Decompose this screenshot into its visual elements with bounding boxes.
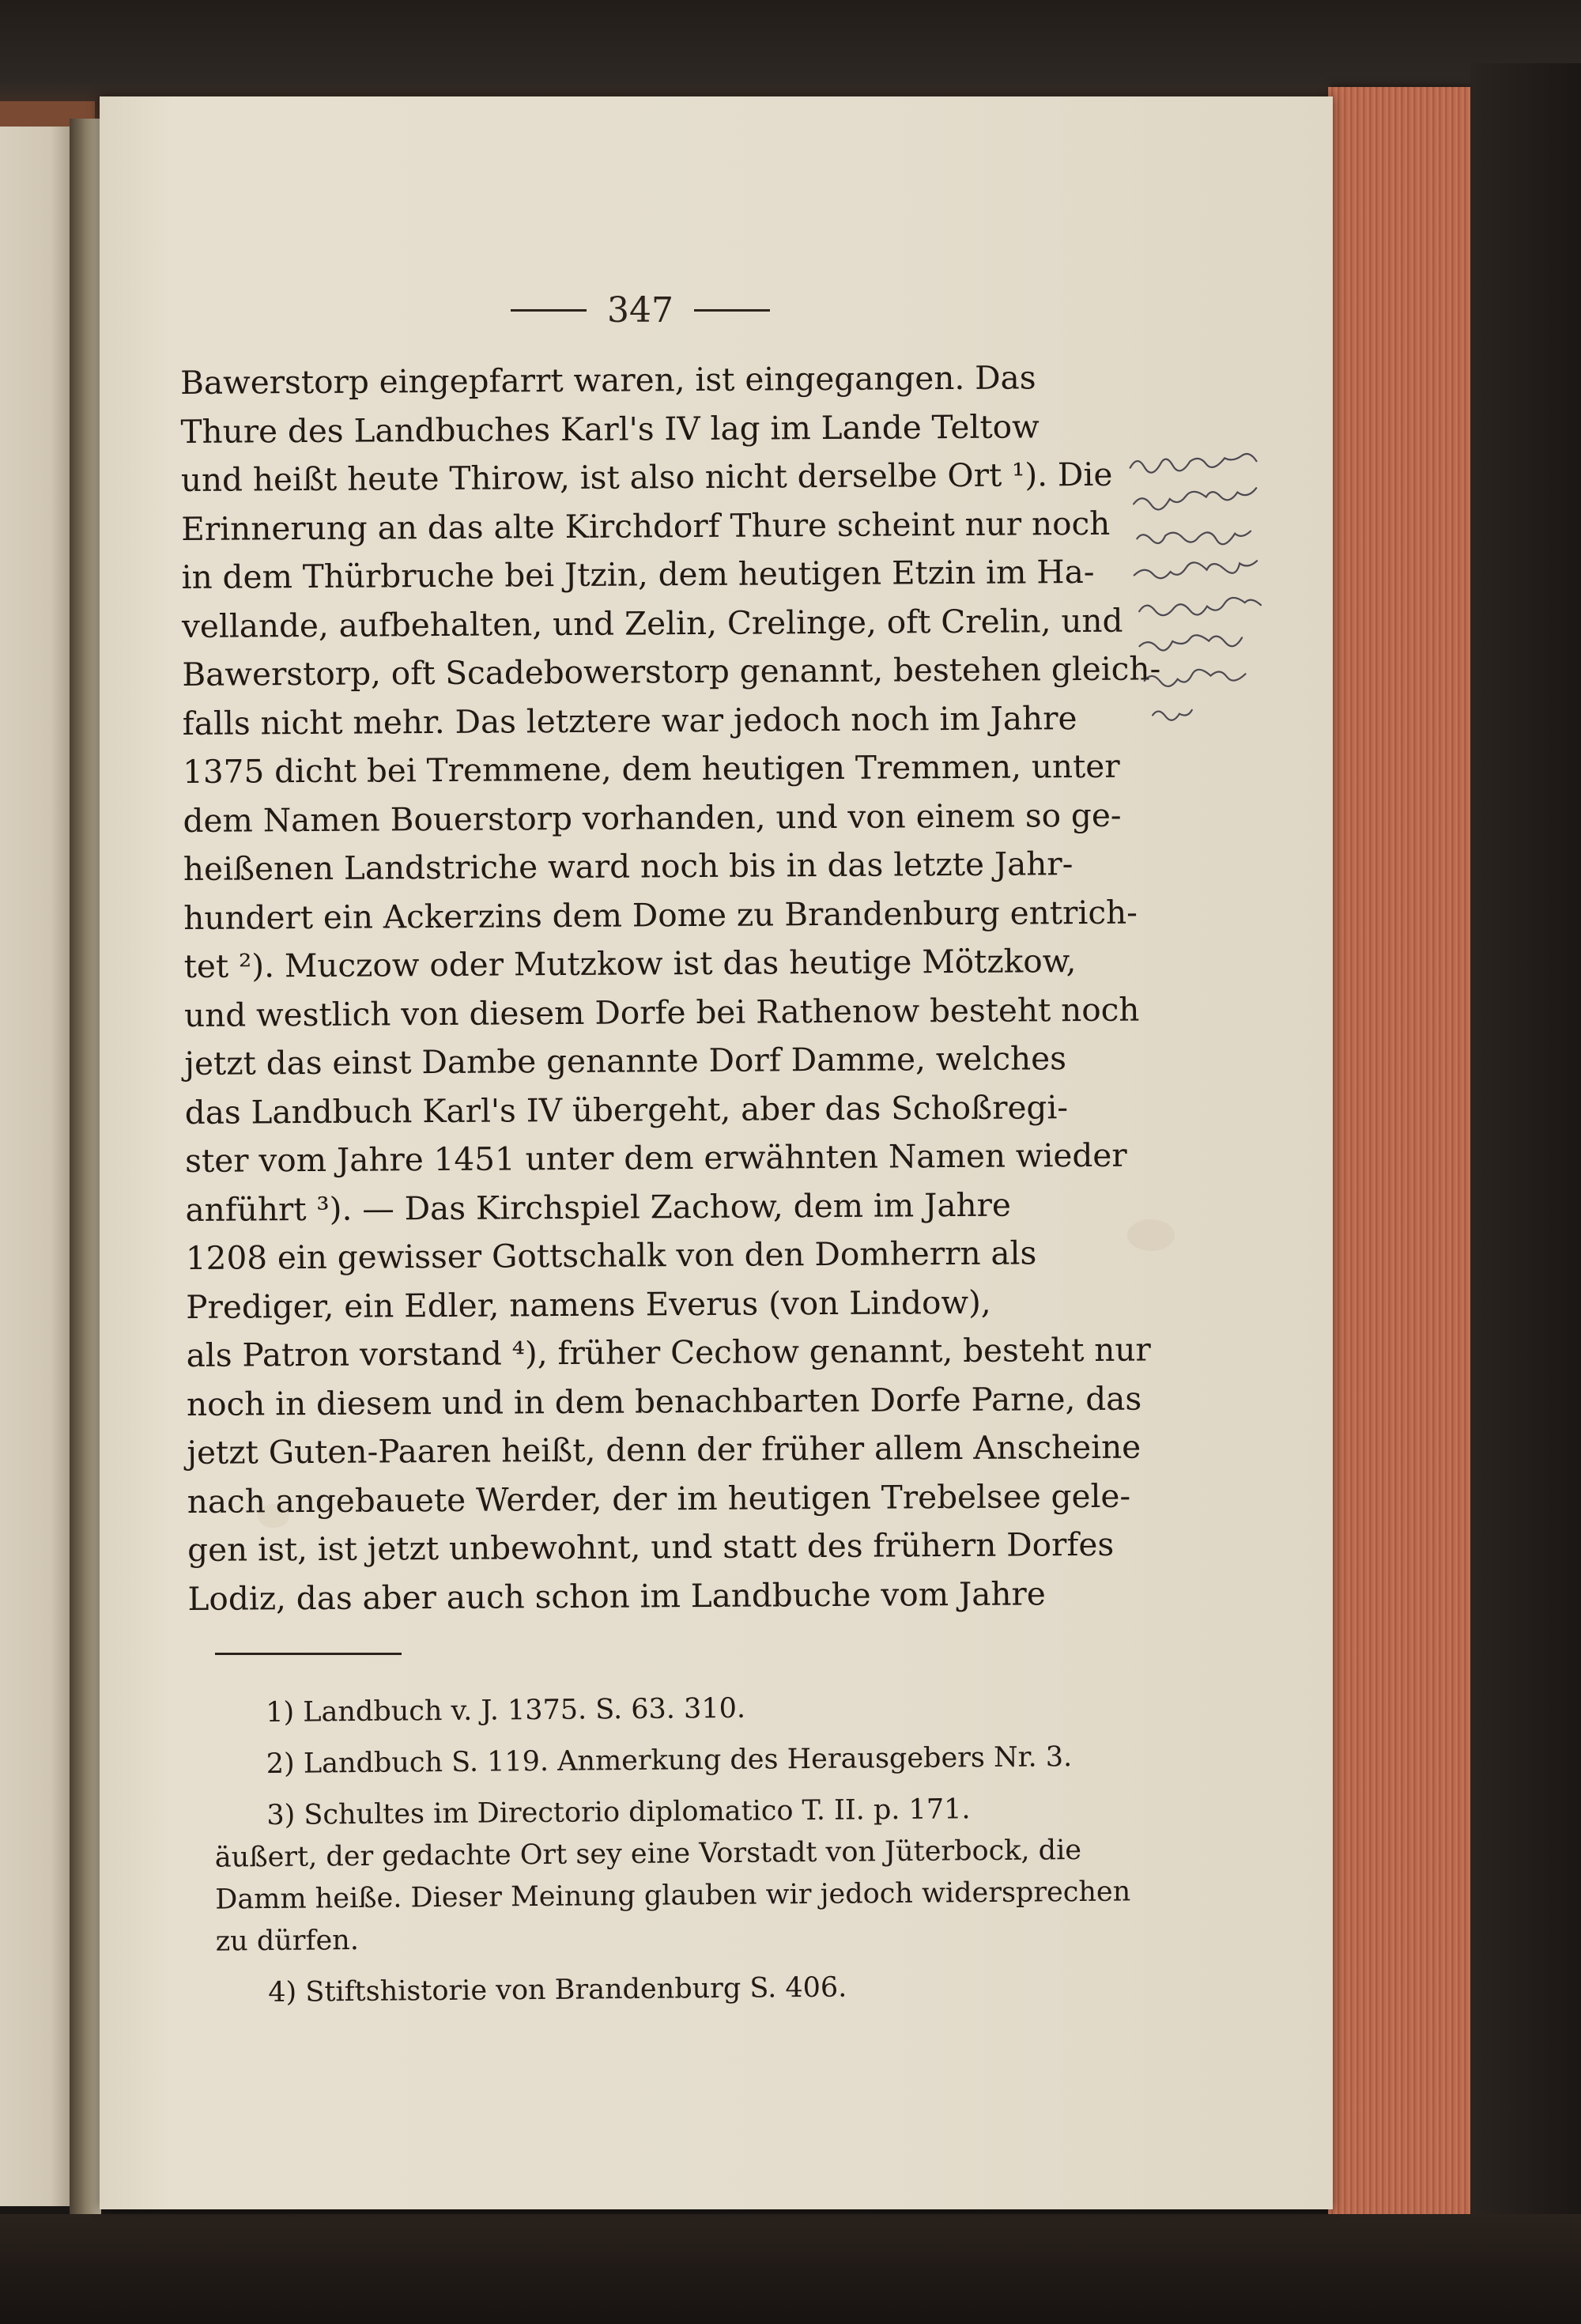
footnote-marker: 1) — [266, 1696, 295, 1729]
text-line: noch in diesem und in dem benachbarten Dorfe Parne, das — [186, 1379, 1142, 1423]
body-text — [180, 353, 1161, 1623]
footnote-marker: 2) — [266, 1748, 295, 1780]
text-line: ster vom Jahre 1451 unter dem erwähnten Namen wieder — [185, 1136, 1127, 1180]
text-line: Bawerstorp, oft Scadebowerstorp genannt, bestehen gleich- — [182, 649, 1161, 693]
footnote-separator — [215, 1653, 402, 1655]
text-line: jetzt das einst Dambe genannte Dorf Damme, welches — [184, 1039, 1067, 1083]
text-line: jetzt Guten-Paaren heißt, denn der früher allem Anscheine — [187, 1427, 1141, 1472]
text-line: und heißt heute Thirow, ist also nicht derselbe Ort ¹). Die — [180, 455, 1113, 499]
book-cover-bottom — [0, 2214, 1581, 2324]
text-line: in dem Thürbruche bei Jtzin, dem heutigen Etzin im Ha- — [181, 552, 1095, 596]
text-line: hundert ein Ackerzins dem Dome zu Brandenburg entrich- — [183, 893, 1138, 937]
text-line: Prediger, ein Edler, namens Everus (von Lindow), — [186, 1283, 991, 1326]
text-line: nach angebauete Werder, der im heutigen Trebelsee gele- — [187, 1476, 1131, 1521]
text-line: heißenen Landstriche ward noch bis in das letzte Jahr- — [183, 845, 1073, 888]
text-line: Thure des Landbuches Karl's IV lag im Lande Teltow — [180, 406, 1040, 451]
text-line: anführt ³). — Das Kirchspiel Zachow, dem im Jahre — [185, 1185, 1012, 1229]
facing-page-edge — [0, 127, 73, 2206]
page-edges-red — [1328, 87, 1486, 2230]
footnote-4 — [268, 1964, 1153, 2014]
footnote-2 — [266, 1736, 1152, 1786]
text-line: dem Namen Bouerstorp vorhanden, und von einem so ge- — [183, 795, 1122, 840]
footnote-text: Landbuch v. J. 1375. S. 63. 310. — [303, 1692, 746, 1729]
footnote-text: äußert, der gedachte Ort sey eine Vorstadt von Jüterbock, die — [214, 1835, 1082, 1874]
text-line: falls nicht mehr. Das letztere war jedoch noch im Jahre — [182, 698, 1077, 743]
footnote-text: Stiftshistorie von Brandenburg S. 406. — [305, 1971, 847, 2008]
text-line: gen ist, ist jetzt unbewohnt, und statt des frühern Dorfes — [187, 1525, 1115, 1569]
handwritten-margin-note — [1123, 431, 1364, 746]
text-line: vellande, aufbehalten, und Zelin, Crelinge, oft Crelin, und — [181, 601, 1123, 645]
footnote-marker: 4) — [268, 1976, 297, 2008]
footnote-marker: 3) — [266, 1799, 296, 1831]
book-gutter — [70, 119, 101, 2222]
footnote-text: Schultes im Directorio diplomatico T. II. p. 171. — [304, 1793, 971, 1831]
header-dash-right — [694, 309, 770, 312]
text-line: 1375 dicht bei Tremmene, dem heutigen Tremmen, unter — [183, 746, 1120, 791]
footnote-3 — [266, 1787, 1152, 1837]
text-line: 1208 ein gewisser Gottschalk von den Domherrn als — [185, 1234, 1037, 1277]
footnotes — [214, 1684, 1154, 2024]
page-header — [490, 286, 790, 334]
text-line: als Patron vorstand ⁴), früher Cechow genannt, besteht nur — [186, 1330, 1151, 1374]
handwriting-scribble — [1123, 431, 1364, 746]
footnote-text: Landbuch S. 119. Anmerkung des Herausgebers Nr. 3. — [303, 1741, 1073, 1780]
footnote-text: zu dürfen. — [215, 1924, 360, 1958]
footnote-text: Damm heiße. Dieser Meinung glauben wir jedoch widersprechen — [215, 1876, 1131, 1916]
book-cover-right — [1470, 63, 1581, 2262]
footnote-1 — [266, 1684, 1151, 1734]
paper-stain — [1127, 1219, 1175, 1251]
text-line: das Landbuch Karl's IV übergeht, aber das Schoßregi- — [184, 1087, 1069, 1132]
header-dash-left — [511, 309, 587, 312]
page-number: 347 — [607, 289, 674, 331]
text-line: tet ²). Muczow oder Mutzkow ist das heutige Mötzkow, — [183, 942, 1077, 985]
text-line: Bawerstorp eingepfarrt waren, ist eingegangen. Das — [180, 358, 1036, 402]
text-line: Lodiz, das aber auch schon im Landbuche vom Jahre — [187, 1574, 1046, 1618]
text-line: und westlich von diesem Dorfe bei Rathenow besteht noch — [183, 990, 1140, 1034]
text-line: Erinnerung an das alte Kirchdorf Thure scheint nur noch — [181, 504, 1111, 548]
